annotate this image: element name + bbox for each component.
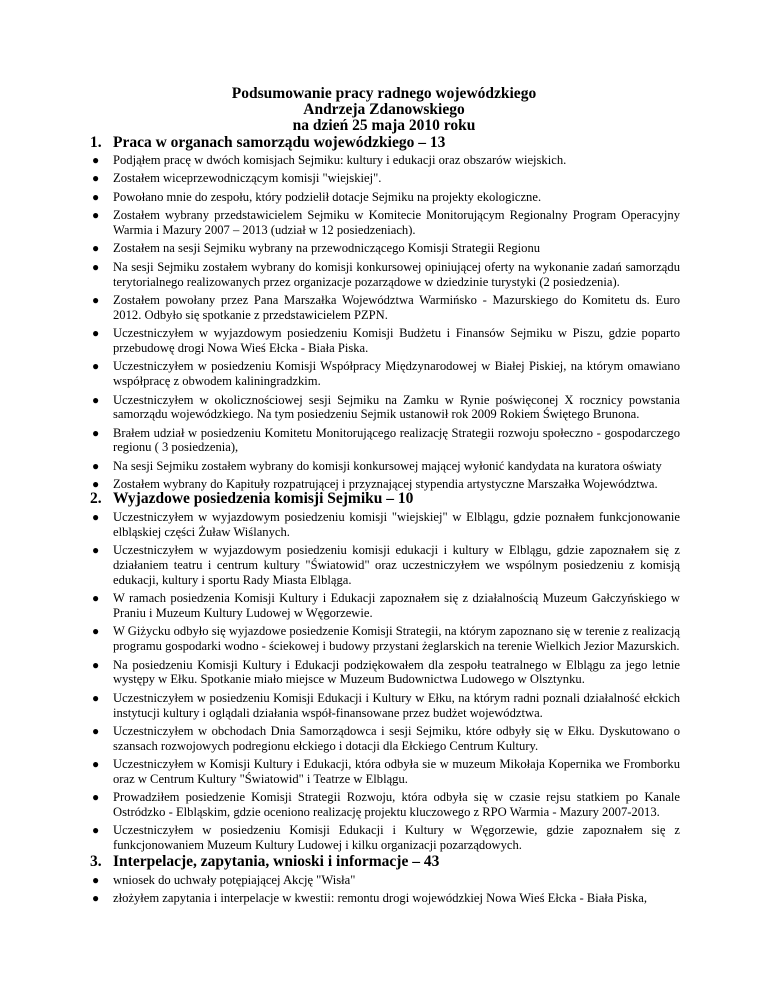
title-line-1: Podsumowanie pracy radnego wojewódzkiego xyxy=(231,85,537,102)
bullet-icon: ● xyxy=(92,591,100,606)
title-line-2: Andrzeja Zdanowskiego xyxy=(303,101,465,118)
list-item: ● Zostałem na sesji Sejmiku wybrany na przewodniczącego Komisji Strategii Regionu xyxy=(92,241,541,256)
bullet-icon: ● xyxy=(92,425,100,440)
section-number: 3. xyxy=(90,853,102,870)
list-item: ● Brałem udział w posiedzeniu Komitetu Monitorującego realizację Strategii rozwoju społeczno - gospodarczego regionu ( 3 posiedzenia), xyxy=(92,425,680,455)
list-item: ● Uczestniczyłem w obchodach Dnia Samorządowca i sesji Sejmiku, które odbyły się w Ełku. Dyskutowano o szansach rozwojowych podregionu ełckiego i dotacji dla Ełckiego Centrum Kultury. xyxy=(92,723,680,753)
section-number: 2. xyxy=(90,490,102,507)
list-item: ● Uczestniczyłem w posiedzeniu Komisji Współpracy Międzynarodowej w Białej Piskiej, na którym omawiano współpracę z obwodem kaliningradzkim. xyxy=(92,359,680,389)
list-item: ● Zostałem wybrany do Kapituły rozpatrującej i przyznającej stypendia artystyczne Marszałka Województwa. xyxy=(92,477,658,492)
section-title: Praca w organach samorządu wojewódzkiego – 13 xyxy=(113,134,446,151)
list-item: ● W ramach posiedzenia Komisji Kultury i Edukacji zapoznałem się z działalnością Muzeum Gałczyńskiego w Praniu i Muzeum Kultury Ludowej w Węgorzewie. xyxy=(92,591,680,620)
bullet-icon: ● xyxy=(92,259,100,274)
bullet-icon: ● xyxy=(92,657,100,672)
list-item: ● Prowadziłem posiedzenie Komisji Strategii Rozwoju, która odbyła się w czasie rejsu statkiem po Kanale Ostródzko - Elbląskim, gdzie oceniono realizację projektu kluczowego z RPO Warmia - Mazury 2007-2013. xyxy=(92,790,680,820)
section-title: Interpelacje, zapytania, wnioski i informacje – 43 xyxy=(113,853,440,870)
list-item: ● wniosek do uchwały potępiającej Akcję "Wisła" xyxy=(92,873,356,887)
bullet-icon: ● xyxy=(92,189,100,204)
section-title: Wyjazdowe posiedzenia komisji Sejmiku – 10 xyxy=(113,490,414,507)
bullet-icon: ● xyxy=(92,790,100,805)
bullet-icon: ● xyxy=(92,171,100,186)
list-item: ● Powołano mnie do zespołu, który podzielił dotacje Sejmiku na projekty ekologiczne. xyxy=(92,189,542,204)
list-item: ● Na posiedzeniu Komisji Kultury i Edukacji podziękowałem dla zespołu teatralnego w Elblągu za jego letnie występy w Ełku. Spotkanie miało miejsce w Muzeum Budownictwa Ludowego w Olsztynku. xyxy=(92,657,680,687)
list-item: ● Uczestniczyłem w wyjazdowym posiedzeniu komisji edukacji i kultury w Elblągu, gdzie zapoznałem się z działaniem teatru i centrum kultury "Światowid" oraz uczestniczyłem we wspólnym posiedzeniu z komisją edukacji, kultury i sportu Rady Miasta Elbląga. xyxy=(92,543,680,587)
list-item: ● Zostałem wybrany przedstawicielem Sejmiku w Komitecie Monitorującym Regionalny Program Operacyjny Warmia i Mazury 2007 – 2013 (udział w 12 posiedzeniach). xyxy=(92,208,680,237)
section-1-heading xyxy=(90,134,445,152)
bullet-icon: ● xyxy=(92,326,100,341)
bullet-icon: ● xyxy=(92,477,100,492)
section-1-list xyxy=(0,153,768,496)
section-2-list xyxy=(0,510,768,857)
list-item: ● Uczestniczyłem w posiedzeniu Komisji Edukacji i Kultury w Węgorzewie, gdzie zapoznałem się z funkcjonowaniem Muzeum Kultury Ludowej i kilku organizacji pozarządowych. xyxy=(92,823,680,853)
section-3-heading xyxy=(90,853,439,871)
section-3-list xyxy=(0,873,768,910)
list-item: ● Uczestniczyłem w okolicznościowej sesji Sejmiku na Zamku w Rynie poświęconej X rocznicy powstania samorządu wojewódzkiego. Na tym posiedzeniu Sejmik ustanowił rok 2009 Rokiem Świętego Brunona. xyxy=(92,392,680,422)
bullet-icon: ● xyxy=(92,208,100,223)
bullet-icon: ● xyxy=(92,292,100,307)
list-item: ● Uczestniczyłem w Komisji Kultury i Edukacji, która odbyła sie w muzeum Mikołaja Kopernika we Fromborku oraz w Centrum Kultury "Światowid" i Teatrze w Elblągu. xyxy=(92,757,680,786)
list-item: ● Uczestniczyłem w posiedzeniu Komisji Edukacji i Kultury w Ełku, na którym radni poznali działalność ełckich instytucji kultury i oglądali działania współ-finansowane przez budżet województwa. xyxy=(92,690,680,720)
list-item: ● Zostałem wiceprzewodniczącym komisji "wiejskiej". xyxy=(92,171,382,186)
bullet-icon: ● xyxy=(92,392,100,407)
list-item: ● Na sesji Sejmiku zostałem wybrany do komisji konkursowej opiniującej oferty na wykonanie zadań samorządu terytorialnego realizowanych przez organizacje pozarządowe w dziedzinie turystyki (2 posiedzenia). xyxy=(92,259,680,289)
title-line-3: na dzień 25 maja 2010 roku xyxy=(292,117,476,134)
document-title xyxy=(0,86,768,134)
list-item: ● Podjąłem pracę w dwóch komisjach Sejmiku: kultury i edukacji oraz obszarów wiejskich. xyxy=(92,153,567,167)
list-item: ● Uczestniczyłem w wyjazdowym posiedzeniu Komisji Budżetu i Finansów Sejmiku w Piszu, gdzie poparto przebudowę drogi Nowa Wieś Ełcka - Biała Piska. xyxy=(92,326,680,355)
list-item: ● Uczestniczyłem w wyjazdowym posiedzeniu komisji "wiejskiej" w Elblągu, gdzie poznałem funkcjonowanie elbląskiej części Żuław Wiślanych. xyxy=(92,510,680,539)
bullet-icon: ● xyxy=(92,241,100,256)
bullet-icon: ● xyxy=(92,359,100,374)
bullet-icon: ● xyxy=(92,891,100,906)
bullet-icon: ● xyxy=(92,823,100,838)
bullet-icon: ● xyxy=(92,510,100,524)
bullet-icon: ● xyxy=(92,153,100,167)
bullet-icon: ● xyxy=(92,873,100,887)
section-2-heading xyxy=(90,490,413,508)
bullet-icon: ● xyxy=(92,690,100,705)
list-item: ● W Giżycku odbyło się wyjazdowe posiedzenie Komisji Strategii, na którym zapoznano się w terenie z realizacją programu gospodarki wodno - ściekowej i budowy przystani żeglarskich na terenie Wielkich Jezior Mazurskich. xyxy=(92,624,680,654)
bullet-icon: ● xyxy=(92,757,100,772)
section-number: 1. xyxy=(90,134,102,151)
list-item: ● Na sesji Sejmiku zostałem wybrany do komisji konkursowej mającej wyłonić kandydata na kuratora oświaty xyxy=(92,458,662,473)
bullet-icon: ● xyxy=(92,543,100,558)
list-item: ● złożyłem zapytania i interpelacje w kwestii: remontu drogi wojewódzkiej Nowa Wieś Ełcka - Biała Piska, xyxy=(92,891,647,906)
bullet-icon: ● xyxy=(92,458,100,473)
bullet-icon: ● xyxy=(92,723,100,738)
list-item: ● Zostałem powołany przez Pana Marszałka Województwa Warmińsko - Mazurskiego do Komitetu ds. Euro 2012. Odbyło się spotkanie z przedstawicielem PZPN. xyxy=(92,292,680,322)
bullet-icon: ● xyxy=(92,624,100,639)
